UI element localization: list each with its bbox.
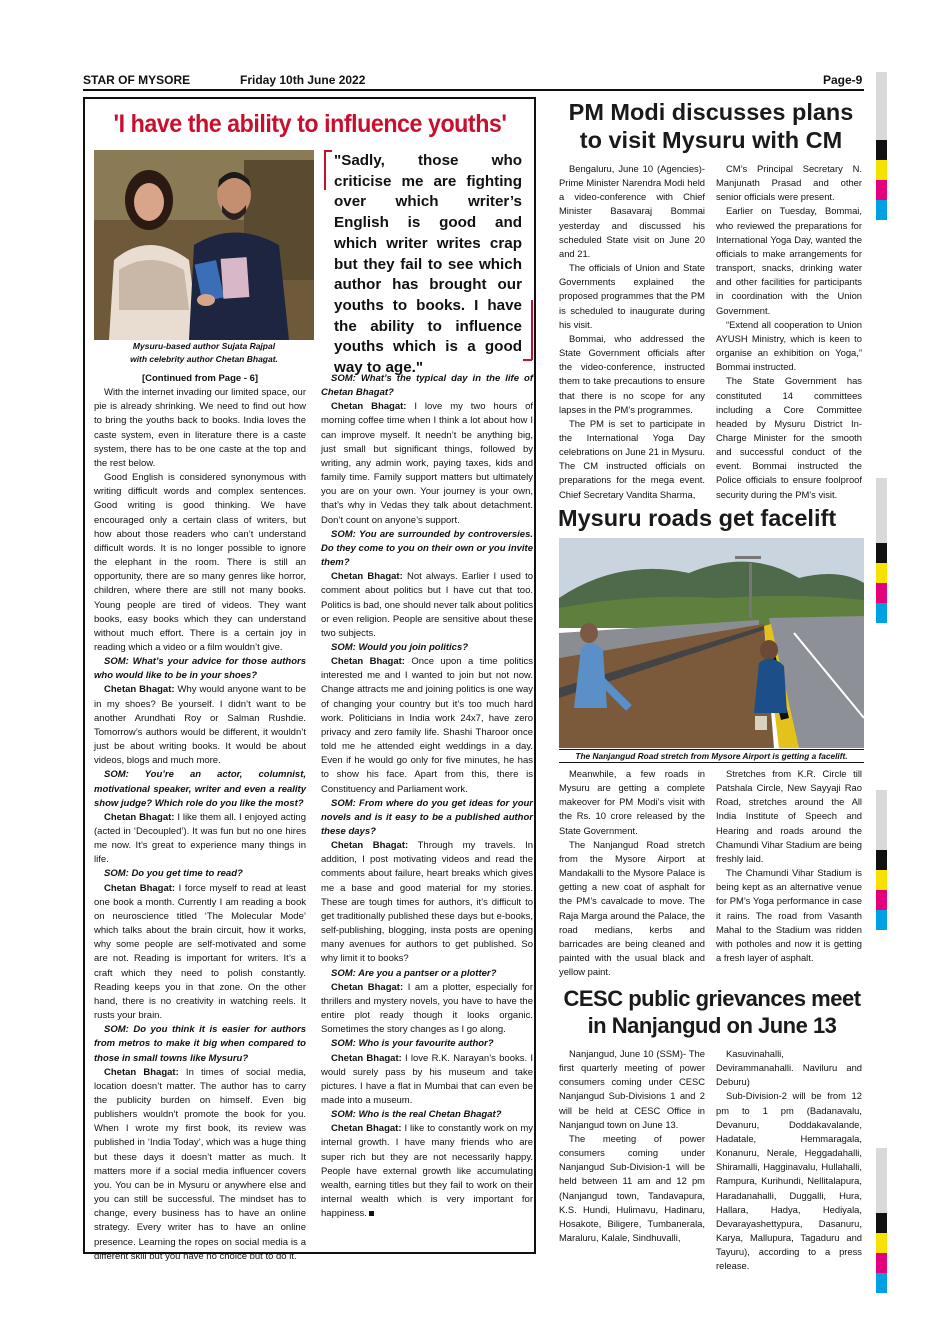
interview-question: SOM: Would you join politics? <box>331 641 469 653</box>
interview-headline: 'I have the ability to influence youths' <box>113 110 507 138</box>
speaker-name: Chetan Bhagat: <box>331 981 404 993</box>
paragraph: Meanwhile, a few roads in Mysuru are getting a complete makeover for PM Modi’s visit with the Rs. 10 crore released by the State Government. <box>559 768 705 836</box>
interview-question: SOM: What’s your advice for those authors who would like to be in your shoes? <box>94 656 306 682</box>
roads-column-1 <box>559 767 705 979</box>
caption-line-2: with celebrity author Chetan Bhagat. <box>130 354 278 364</box>
paragraph: The Chamundi Vihar Stadium is being kept as an alternative venue for PM’s Yoga performance in case it rains. The road from Vasanth Mahal to the Stadium was ridden with potholes and now it is getting a fresh layer of asphalt. <box>716 867 862 964</box>
continued-note: [Continued from Page - 6] <box>141 373 259 384</box>
answer-text: Not always. Earlier I used to comment about politics but I have cut that too. Politics is bad, one should never talk about politics or even religion. People are sensitive about these two subjects. <box>321 571 533 639</box>
color-registration-mark <box>876 850 887 930</box>
speaker-name: Chetan Bhagat: <box>331 571 403 583</box>
paragraph: The meeting of power consumers coming under Nanjangud Sub-Division-1 will be held between 11 am and 12 pm (Nanjangud town, Tandavapura, K.S. Hundi, Hulimavu, Hadinaru, Hosakote, Biligere, Tumbanerala, Maraluru, Kalale, Sindhuvalli, <box>559 1132 705 1244</box>
cesc-column-1 <box>559 1047 705 1267</box>
interview-answer <box>321 839 533 966</box>
author-photo <box>94 150 314 340</box>
speaker-name: Chetan Bhagat: <box>331 1052 402 1064</box>
speaker-name: Chetan Bhagat: <box>331 656 405 668</box>
paragraph: Bommai, who addressed the State Government officials after the video-conference, instructed them to take precautions to ensure that there is no scope for any lapses in the PM’s programmes. <box>559 332 705 415</box>
paragraph: The PM is set to participate in the International Yoga Day celebrations on June 21 in Mysuru. The CM instructed officials on preparations for the mega event. Chief Secretary Vandita Sharma, <box>559 417 705 500</box>
answer-text: I love R.K. Narayan’s books. I would surely pass by his museum and take pictures. I have a flat in Mumbai that can even be made into a museum. <box>321 1052 533 1106</box>
interview-answer <box>94 811 306 868</box>
modi-headline: PM Modi discusses plans to visit Mysuru with CM <box>568 99 854 153</box>
interview-column-2 <box>321 372 533 1244</box>
answer-text: Once upon a time politics interested me and I wanted to join but not now. Change attracts me and joining politics is one way of changing your country but it’s too much hard work. Politicians in India work 24x7, have zero privacy and zero family life. Shashi Tharoor once told me he attended eight weddings in a day. Even if he would go only for five minutes, he has to show his face. Apart from this, there is Constituency and Parliament work. <box>321 656 533 795</box>
speaker-name: Chetan Bhagat: <box>104 1066 179 1078</box>
interview-answer <box>321 400 533 527</box>
interview-question: SOM: From where do you get ideas for your novels and is it easy to be a published author these days? <box>321 797 533 837</box>
paragraph: Bengaluru, June 10 (Agencies)- Prime Minister Narendra Modi held a video-conference with Chief Minister Basavaraj Bommai yesterday and discussed his scheduled State visit on June 20 and 21. <box>559 163 705 259</box>
quote-bracket-left <box>324 150 326 190</box>
answer-text: Why would anyone want to be in my shoes? Be yourself. I didn’t want to be another Arundhati Roy or Salman Rushdie. Tomorrow’s authors would be different, it wouldn’t just be about writing books. It would be about videos, blogs and much more. <box>94 684 306 767</box>
color-registration-mark <box>876 543 887 623</box>
answer-text: I like to constantly work on my internal growth. I have many friends who are super rich but they are not necessarily happy. People have external growth like accumulating wealth, earning titles but they fail to work on their internal wealth which is very important for happiness. <box>321 1123 534 1220</box>
photo-caption <box>94 340 314 366</box>
paragraph: CM’s Principal Secretary N. Manjunath Prasad and other senior officials were present. <box>716 163 862 203</box>
color-registration-mark <box>876 140 887 220</box>
modi-column-2 <box>716 162 862 502</box>
road-photo-caption: The Nanjangud Road stretch from Mysore Airport is getting a facelift. <box>559 749 864 763</box>
gray-margin-bar <box>876 1148 887 1213</box>
interview-answer <box>321 1122 533 1221</box>
speaker-name: Chetan Bhagat: <box>331 840 409 852</box>
end-mark <box>369 1211 374 1216</box>
paragraph: Nanjangud, June 10 (SSM)- The first quarterly meeting of power consumers coming under CESC Nanjangud Sub-Divisions 1 and 2 will be held at CESC Office in Nanjangud town on June 13. <box>559 1048 705 1130</box>
answer-text: I like them all. I enjoyed acting (acted in ‘Decoupled’). It was fun but no one hires me now. It’s great to experience many things in life. <box>94 811 306 866</box>
roads-column-2 <box>716 767 862 979</box>
roads-headline: Mysuru roads get facelift <box>558 505 837 531</box>
quote-bracket-right-cap <box>523 359 532 361</box>
interview-answer <box>321 1052 533 1109</box>
answer-text: I am a plotter, especially for thrillers and mystery novels, you have to have the entire plot ready though it looks organic. Sometimes the story changes as I go along. <box>321 981 534 1036</box>
paper-name: STAR OF MYSORE <box>83 73 191 87</box>
interview-question: SOM: Do you get time to read? <box>104 868 243 880</box>
interview-answer <box>94 683 306 768</box>
speaker-name: Chetan Bhagat: <box>331 401 407 413</box>
paragraph: The State Government has constituted 14 committees including a Core Committee headed by Mysuru District In-Charge Minister for the smooth and successful conduct of the event. Bommai instructed the Police officials to ensure foolproof security during the PM’s visit. <box>716 375 862 500</box>
gray-margin-bar <box>876 72 887 140</box>
interview-answer <box>321 655 533 797</box>
gray-margin-bar <box>876 790 887 850</box>
interview-question: SOM: You are surrounded by controversies. Do they come to you on their own or you invite them? <box>321 528 533 569</box>
paragraph: Sub-Division-2 will be from 12 pm to 1 pm (Badanavalu, Devanuru, Doddakavalande, Hadatale, Hemmaragala, Konanuru, Nerale, Heggadahalli, Shiramalli, Hagginavalu, Hullahalli, Rampura, Kurihundi, Nellitalapura, Haradanahalli, Duggalli, Hura, Hallara, Hadya, Hediyala, Devarayashettypura, Dasanuru, Karya, Mallupura, Tagaduru and Tayuru), according to a press release. <box>716 1090 862 1272</box>
interview-question: SOM: What’s the typical day in the life of Chetan Bhagat? <box>321 373 533 399</box>
interview-question: SOM: Are you a pantser or a plotter? <box>331 967 497 979</box>
interview-question: SOM: Who is your favourite author? <box>331 1038 494 1050</box>
modi-column-1 <box>559 162 705 502</box>
quote-bracket-left-cap <box>324 150 332 152</box>
quote-bracket-right <box>531 300 533 360</box>
speaker-name: Chetan Bhagat: <box>104 811 175 823</box>
speaker-name: Chetan Bhagat: <box>331 1123 402 1135</box>
interview-answer <box>321 570 533 641</box>
header-rule <box>83 89 864 91</box>
cesc-column-2 <box>716 1047 862 1272</box>
page-number: Page-9 <box>823 73 863 87</box>
paragraph: Earlier on Tuesday, Bommai, who reviewed the preparations for International Yoga Day, wanted the officials to make arrangements for transport, snacks, drinking water and other facilities for participants in coordination with the Union Government. <box>716 205 862 316</box>
paragraph: “Extend all cooperation to Union AYUSH Ministry, which is keen to organise an exhibition on Yoga,” Bommai instructed. <box>716 318 862 373</box>
interview-column-1 <box>94 372 307 1262</box>
answer-text: I love my two hours of morning coffee time when I think a lot about how I can improve myself. It needn’t be anything big, just small but significant things, followed by writing, any admin work, paying taxes, kids and family time. Family support matters but ultimately you are on your own. Your journey is your own, that’s why in Vedas they talk about detachment. Don’t count on anyone’s support. <box>321 401 533 526</box>
cesc-headline: CESC public grievances meet in Nanjangud on June 13 <box>563 986 861 1038</box>
interview-answer <box>94 1066 306 1264</box>
answer-text: I force myself to read at least one book a month. Currently I am reading a book on neuroscience titled ‘The Molecular Mode’ which talks about the brain circuit, how it works, why some people are self-motivated and some are not. Reading is important for writers. It’s a craft which they need to polish constantly. Reading keeps you in that zone. On the other hand, there is no creativity in watching reels. It rusts your brain. <box>94 882 307 1022</box>
issue-date: Friday 10th June 2022 <box>240 73 366 87</box>
paragraph: The Nanjangud Road stretch from the Mysore Airport at Mandakalli to the Mysore Palace is getting a new coat of asphalt for the PM’s cavalcade to move. The Raja Marga around the Palace, the road medians, kerbs and barricades are being cleaned and painted with the usual black and yellow paint. <box>559 838 705 978</box>
interview-answer <box>321 981 533 1038</box>
answer-text: Through my travels. In addition, I post motivating videos and read the comments about failure, heart breaks which gives me a base and good material for my stories. These are tough times for authors, it’s difficult to get traditionally published these days but e-books, self-publishing, blogging, insta posts are opening many avenues for authors to get published. So why limit it to books? <box>321 840 533 965</box>
speaker-name: Chetan Bhagat: <box>104 684 175 696</box>
color-registration-mark <box>876 1213 887 1293</box>
paragraph: Good English is considered synonymous with writing difficult words and complex sentences. Good writing is good thinking. We have encouraged only a certain class of writers, but how about those readers who can’t understand difficult words. It is no longer possible to ignore the elephant in the room. There is still an opportunity, there are so many genres like horror, children, where there are still not many books. Young people are tired of videos. They want books, easy books which they can understand without much effort. There is a certain joy in reading which a video or a film wouldn’t give. <box>94 472 306 653</box>
paragraph: Kasuvinahalli, Devirammanahalli. Naviluru and Deburu) <box>716 1048 862 1088</box>
pull-quote: "Sadly, those who criticise me are fighting over which writer’s English is good and which writer writes crap but they fail to see which author has brought our youths to books. I have the ability to influence youths which is a good way to age." <box>334 152 522 377</box>
gray-margin-bar <box>876 478 887 543</box>
interview-question: SOM: Who is the real Chetan Bhagat? <box>331 1109 502 1121</box>
interview-question: SOM: Do you think it is easier for authors from metros to make it big when compared to those in small towns like Mysuru? <box>94 1024 306 1064</box>
caption-line-1: Mysuru-based author Sujata Rajpal <box>132 341 276 351</box>
interview-answer <box>94 882 306 1024</box>
answer-text: In times of social media, location doesn’t matter. The author has to carry the publicity burden on himself. Even big publishers wouldn’t promote the book for you. When I wrote my first book, its review was published in ‘India Today’, which was a huge thing but these days it doesn’t matter as much. It matters more if a social media influencer covers you. You can be in Mysuru or anywhere else and you can still be successful. The mindset has to change, every business has to have an online strategy. Every writer has to have an online presence. Learning the ropes on social media is a different skill but you have no choice but to do it. <box>94 1066 307 1262</box>
interview-question: SOM: You’re an actor, columnist, motivational speaker, writer and even a reality show judge? Which role do you like the most? <box>94 769 306 809</box>
paragraph: The officials of Union and State Governments explained the proposed programmes that the PM is scheduled to inaugurate during his visit. <box>559 262 705 330</box>
road-photo <box>559 538 864 748</box>
paragraph: Stretches from K.R. Circle till Patshala Circle, New Sayyaji Rao Road, stretches around the All India Institute of Speech and Hearing and roads around the Chamundi Vihar Stadium are being freshly laid. <box>716 768 862 864</box>
speaker-name: Chetan Bhagat: <box>104 882 176 894</box>
paragraph: With the internet invading our limited space, our pie is already shrinking. We need to find out how to bring the youths back to books. India loves the caste system, even in literature there is a caste system, there has to be one caste at the top and the rest below. <box>94 387 306 469</box>
